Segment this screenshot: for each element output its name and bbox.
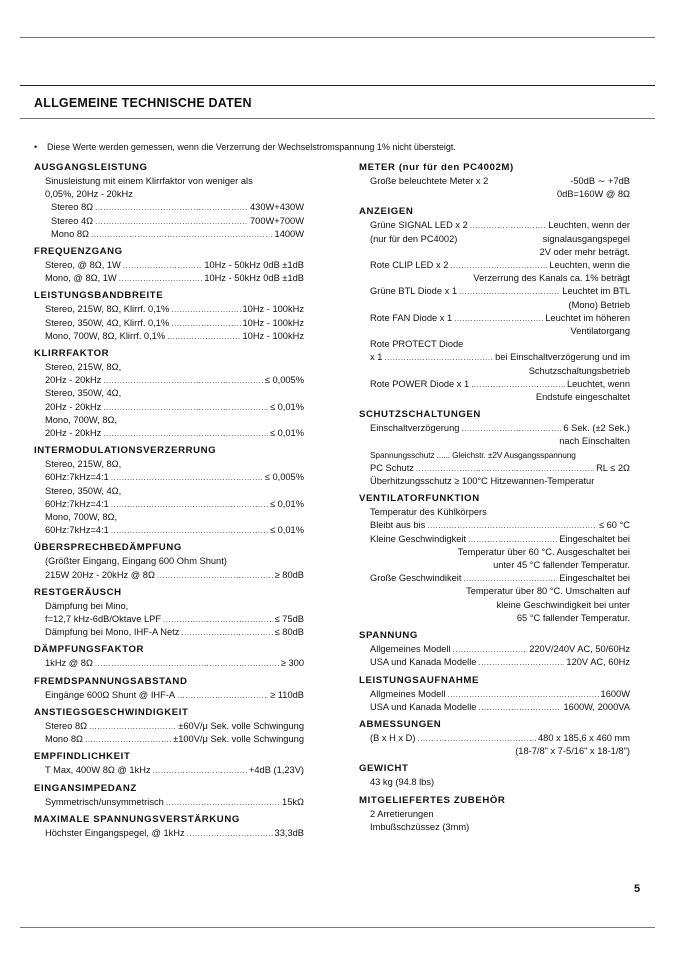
leader-dots [384,351,493,364]
spec-value-line: Temperatur über 60 °C. Ausgeschaltet bei [457,546,630,557]
section-body [34,600,304,640]
leader-dots [167,330,240,343]
section-body [359,422,630,488]
spec-line: Imbußschzüssez (3mm) [370,821,470,832]
spec-key: Rote CLIP LED x 2 [370,260,449,271]
leader-dots [454,312,543,325]
leader-dots [119,272,203,285]
spec-value: ≤ 60 °C [598,520,630,531]
spec-key: Stereo, @ 8Ω, 1W [45,260,121,271]
spec-key: Kleine Geschwindigkeit [370,533,467,544]
leader-dots [123,259,203,272]
leader-dots [91,228,273,241]
spec-value-line: 2V oder mehr beträgt. [539,246,630,257]
spec-value-line: 65 °C fallender Temperatur. [516,612,630,623]
spec-line: Temperatur des Kühlkörpers [370,507,487,518]
spec-value-line: Ventilatorgang [570,326,630,337]
spec-value: bei Einschaltverzögerung und im [495,352,630,363]
spec-key: Mono 8Ω [45,734,83,745]
leader-dots [187,827,273,840]
leader-dots [461,422,561,435]
spec-row [370,462,630,475]
leader-dots [478,701,561,714]
spec-key: USA und Kanada Modelle [370,657,477,668]
spec-value: 430W+430W [249,202,304,213]
spec-key: Rote POWER Diode x 1 [370,378,470,389]
section-body [359,776,630,789]
leader-dots [166,796,280,809]
spec-key: Stereo 8Ω [51,202,94,213]
spec-key: Symmetrisch/unsymmetrisch [45,796,164,807]
spec-value: 120V AC, 60Hz [566,657,630,668]
spec-key: 60Hz:7kHz=4:1 [45,472,109,483]
leader-dots [103,374,262,387]
spec-row [370,219,630,232]
spec-line: Rote PROTECT Diode [370,339,464,350]
leader-dots [417,732,536,745]
spec-line: Spannungsschutz ...... Gleichstr. ±2V Ausgangsspannung [370,449,576,460]
spec-row [45,626,304,639]
spec-line: 2 Arretierungen [370,808,434,819]
section-body [359,643,630,669]
section-heading: ANSTIEGSGESCHWINDIGKEIT [34,706,189,718]
spec-value: Eingeschaltet bei [559,573,630,584]
spec-key: USA und Kanada Modelle [370,701,477,712]
spec-value: 10Hz - 100kHz [242,330,304,341]
spec-row [45,401,304,414]
spec-key: Allgmeines Modell [370,688,446,699]
spec-row [45,569,304,582]
spec-key: 20Hz - 20kHz [45,401,102,412]
section-heading: FREQUENZGANG [34,246,123,258]
left-column [34,161,304,840]
section-heading: ÜBERSPRECHBEDÄMPFUNG [34,542,182,554]
leader-dots [95,215,248,228]
spec-key: Stereo 8Ω [45,720,88,731]
section-body [359,175,630,201]
spec-key: 215W 20Hz - 20kHz @ 8Ω [45,569,155,580]
spec-row [45,827,304,840]
spec-key: Dämpfung bei Mono, IHF-A Netz [45,627,180,638]
section-heading: RESTGERÄUSCH [34,586,122,598]
section-heading: MITGELIEFERTES ZUBEHÖR [359,794,506,806]
spec-value-line: kleine Geschwindigkeit bei unter [496,599,630,610]
spec-line: (Größter Eingang, Eingang 600 Ohm Shunt) [45,556,227,567]
section-heading: ANZEIGEN [359,206,414,218]
spec-key: Große Geschwindikeit [370,573,462,584]
spec-row [45,259,304,272]
spec-value: ≥ 80dB [274,569,304,580]
leader-dots [181,626,272,639]
spec-row [370,285,630,298]
spec-key: Eingänge 600Ω Shunt @ IHF-A [45,689,176,700]
section-body [34,827,304,840]
spec-value: ≤ 80dB [274,627,304,638]
spec-line: 0,05%, 20Hz - 20kHz [45,189,133,200]
spec-value-line: Verzerrung des Kanals ca. 1% beträgt [473,273,630,284]
spec-row [45,657,304,670]
header-rule [20,85,655,86]
leader-dots [447,688,598,701]
spec-row [45,228,304,241]
leader-dots [478,656,564,669]
spec-row [45,720,304,733]
spec-row [370,533,630,546]
leader-dots [450,259,547,272]
spec-row [45,471,304,484]
spec-key: (B x H x D) [370,732,416,743]
spec-key: Grüne SIGNAL LED x 2 [370,220,468,231]
spec-key: Stereo 4Ω [51,215,94,226]
spec-value-line: Temperatur über 80 °C. Umschalten auf [466,586,630,597]
spec-row [45,201,304,214]
spec-value: 33,3dB [274,827,304,838]
leader-dots [177,689,268,702]
spec-key: 60Hz:7kHz=4:1 [45,498,109,509]
leader-dots [468,533,557,546]
page-title: ALLGEMEINE TECHNISCHE DATEN [34,96,252,110]
leader-dots [95,657,279,670]
spec-row [45,524,304,537]
spec-row [45,733,304,746]
spec-value: ≤ 0,005% [264,375,304,386]
spec-value: ≤ 0,01% [269,525,304,536]
spec-key: Grüne BTL Diode x 1 [370,286,457,297]
spec-key: Mono, 700W, 8Ω, Klirrf. 0,1% [45,330,166,341]
spec-row [370,572,630,585]
spec-row [370,422,630,435]
section-body [34,259,304,285]
section-body [359,808,630,834]
spec-value: Eingeschaltet bei [559,533,630,544]
spec-key: 60Hz:7kHz=4:1 [45,525,109,536]
leader-dots [111,524,268,537]
section-heading: GEWICHT [359,763,409,775]
spec-value: ≤ 75dB [274,614,304,625]
spec-value-line: Schutzschaltungsbetrieb [528,365,630,376]
spec-value: 6 Sek. (±2 Sek.) [563,423,630,434]
spec-row [45,272,304,285]
leader-dots [471,378,565,391]
spec-value: 10Hz - 50kHz 0dB ±1dB [204,260,304,271]
spec-key: Höchster Eingangspegel, @ 1kHz [45,827,185,838]
spec-row [45,303,304,316]
section-heading: VENTILATORFUNKTION [359,493,480,505]
spec-row [370,656,630,669]
leader-dots [453,643,528,656]
section-body [359,219,630,404]
right-column [359,161,630,834]
spec-row [45,498,304,511]
leader-dots [153,764,247,777]
leader-dots [111,498,268,511]
note-bullet: • [34,142,38,152]
section-heading: LEISTUNGSBANDBREITE [34,290,164,302]
leader-dots [103,427,268,440]
spec-row [370,688,630,701]
leader-dots [171,317,240,330]
spec-line: Stereo, 215W, 8Ω, [45,459,122,470]
section-heading: SCHUTZSCHALTUNGEN [359,409,481,421]
spec-row [370,519,630,532]
spec-value: 1600W [600,688,630,699]
spec-value-line: Endstufe eingeschaltet [535,392,630,403]
leader-dots [157,569,273,582]
spec-value: ±60V/μ Sek. volle Schwingung [178,720,304,731]
spec-value: ≥ 300 [280,658,304,669]
leader-dots [171,303,240,316]
section-body [359,506,630,625]
spec-key: T Max, 400W 8Ω @ 1kHz [45,765,151,776]
section-heading: AUSGANGSLEISTUNG [34,162,148,173]
spec-value: -50dB ∼ +7dB [570,176,630,186]
spec-value: +4dB (1,23V) [248,765,304,776]
leader-dots [463,572,557,585]
spec-value: 700W+700W [249,215,304,226]
spec-key: PC Schutz [370,462,414,473]
spec-key: 20Hz - 20kHz [45,375,102,386]
section-heading: FREMDSPANNUNGSABSTAND [34,675,188,687]
spec-key: Bleibt aus bis [370,520,426,531]
section-heading: INTERMODULATIONSVERZERRUNG [34,445,217,457]
spec-line: Sinusleistung mit einem Klirrfaktor von weniger als [45,176,253,186]
spec-key: Große beleuchtete Meter x 2 [370,176,489,186]
spec-row [370,643,630,656]
section-body [34,458,304,537]
spec-key: 1kHz @ 8Ω [45,658,93,669]
leader-dots [459,285,560,298]
spec-value: Leuchtet im höheren [545,312,630,323]
spec-value: signalausgangspegel [542,233,630,244]
spec-row [370,175,630,188]
spec-value: 480 x 185,6 x 460 mm [538,732,630,743]
section-body [34,689,304,702]
spec-row [45,764,304,777]
spec-value: ±100V/μ Sek. volle Schwingung [173,734,304,745]
leader-dots [95,201,248,214]
spec-value-line: (18-7/8" x 7-5/16" x 18-1/8") [515,746,630,757]
spec-row [45,427,304,440]
section-heading: MAXIMALE SPANNUNGSVERSTÄRKUNG [34,813,240,825]
spec-value: 1400W [274,228,304,239]
spec-value: 220V/240V AC, 50/60Hz [529,644,630,655]
spec-row [370,259,630,272]
section-body [34,764,304,777]
section-body [34,657,304,670]
spec-row [45,374,304,387]
spec-key: Mono, @ 8Ω, 1W [45,273,117,284]
spec-row [370,701,630,714]
section-heading: ABMESSUNGEN [359,718,442,730]
leader-dots [103,401,268,414]
spec-row [45,689,304,702]
spec-key: 20Hz - 20kHz [45,428,102,439]
section-heading: EMPFINDLICHKEIT [34,751,131,763]
spec-key: Stereo, 350W, 4Ω, Klirrf. 0,1% [45,317,170,328]
section-body [34,303,304,343]
spec-line: Überhitzungsschutz ≥ 100°C Hitzewannen-Temperatur [370,476,595,487]
spec-value: Leuchten, wenn der [548,220,630,231]
spec-value: Leuchtet, wenn [566,378,630,389]
spec-value-line: nach Einschalten [559,436,630,447]
spec-key: x 1 [370,352,383,363]
spec-line: Stereo, 350W, 4Ω, [45,485,122,496]
spec-row [45,317,304,330]
spec-key: Allgemeines Modell [370,644,451,655]
section-body [34,720,304,746]
top-rule [20,37,655,38]
section-heading: KLIRRFAKTOR [34,348,110,360]
title-rule [20,118,655,119]
spec-value: 10Hz - 100kHz [242,304,304,315]
spec-line: Stereo, 350W, 4Ω, [45,388,122,399]
spec-key: (nur für den PC4002) [370,233,458,244]
spec-line: Stereo, 215W, 8Ω, [45,362,122,373]
leader-dots [85,733,171,746]
section-body [359,732,630,758]
spec-value-line: (Mono) Betrieb [568,299,630,310]
spec-value: 10Hz - 50kHz 0dB ±1dB [204,273,304,284]
spec-key: Mono 8Ω [51,228,89,239]
spec-row [45,796,304,809]
section-body [34,361,304,440]
spec-value: 10Hz - 100kHz [242,317,304,328]
spec-line: Mono, 700W, 8Ω, [45,414,118,425]
section-heading: METER (nur für den PC4002M) [359,162,514,173]
spec-value: ≤ 0,01% [269,428,304,439]
spec-row [45,613,304,626]
spec-value: ≤ 0,01% [269,498,304,509]
leader-dots [416,462,594,475]
spec-row [45,330,304,343]
spec-row [370,312,630,325]
section-body [34,555,304,581]
page-number: 5 [634,883,641,895]
leader-dots [89,720,176,733]
spec-line: 43 kg (94.8 lbs) [370,777,435,788]
spec-line: Mono, 700W, 8Ω, [45,512,118,523]
spec-value-line: 0dB=160W @ 8Ω [557,189,630,200]
spec-row [370,378,630,391]
spec-value: Leuchten, wenn die [549,260,630,271]
section-heading: SPANNUNG [359,630,418,642]
section-heading: DÄMPFUNGSFAKTOR [34,644,145,656]
spec-line: Dämpfung bei Mino, [45,600,129,611]
section-heading: EINGANSIMPEDANZ [34,782,137,794]
section-body [34,796,304,809]
spec-row [370,233,630,246]
spec-value: ≥ 110dB [270,689,304,700]
section-heading: LEISTUNGSAUFNAHME [359,674,479,686]
leader-dots [163,613,273,626]
spec-value: ≤ 0,005% [264,472,304,483]
spec-value: Leuchtet im BTL [562,286,630,297]
spec-value: RL ≤ 2Ω [596,462,630,473]
spec-value: ≤ 0,01% [269,401,304,412]
bottom-rule [20,927,655,928]
leader-dots [111,471,263,484]
section-body [359,688,630,714]
note-text: Diese Werte werden gemessen, wenn die Verzerrung der Wechselstromspannung 1% nicht übersteigt. [47,142,456,152]
spec-value: 1600W, 2000VA [563,701,630,712]
spec-row [45,215,304,228]
spec-key: Rote FAN Diode x 1 [370,312,453,323]
spec-key: Einschaltverzögerung [370,423,460,434]
spec-row [370,732,630,745]
spec-key: f=12,7 kHz-6dB/Oktave LPF [45,614,162,625]
leader-dots [427,519,597,532]
section-body [34,175,304,241]
spec-value: 15kΩ [282,796,304,807]
spec-value-line: unter 45 °C fallender Temperatur. [493,560,630,571]
spec-key: Stereo, 215W, 8Ω, Klirrf. 0,1% [45,304,170,315]
leader-dots [470,219,546,232]
spec-row [370,351,630,364]
